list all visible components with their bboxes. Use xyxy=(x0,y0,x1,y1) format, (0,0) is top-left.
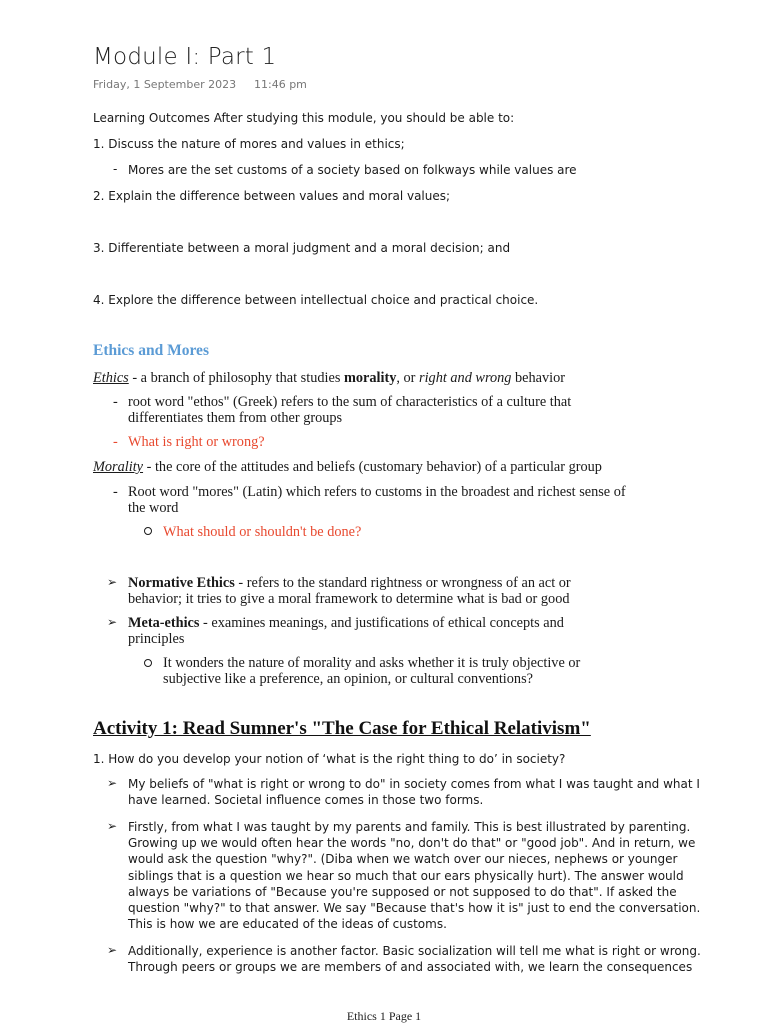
paragraph-line: would ask the question "why?". (Diba when we watch over our nieces, nephews or younger xyxy=(128,852,678,867)
mores-line-2: the word xyxy=(128,500,179,516)
ethos-line-1: root word "ethos" (Greek) refers to the sum of characteristics of a culture that xyxy=(128,394,572,410)
morality-term: Morality xyxy=(93,459,144,475)
activity-paragraph-2 xyxy=(128,819,700,932)
ethics-term: Ethics xyxy=(93,370,129,386)
page-title: Module I: Part 1 xyxy=(93,44,277,70)
outcome-item-1: 1. Discuss the nature of mores and values in ethics; xyxy=(93,137,405,151)
paragraph-line: siblings that is a question we hear so much that our ears physically hurt). The answer would xyxy=(128,868,684,883)
paragraph-line: question "why?" to that answer. We say "Because that's how it is" just to end the conversation. xyxy=(128,901,701,916)
arrow-bullet-icon: ➢ xyxy=(107,575,118,589)
ethics-def-a: - a branch of philosophy that studies xyxy=(128,370,344,386)
page-date: Friday, 1 September 2023 xyxy=(93,78,237,91)
paragraph-line: Through peers or groups we are members of and associated with, we learn the consequences xyxy=(128,960,693,974)
ethics-definition xyxy=(93,370,565,386)
ethos-question: What is right or wrong? xyxy=(128,434,265,450)
paragraph-line: have learned. Societal influence comes in those two forms. xyxy=(128,793,484,807)
normative-term: Normative Ethics xyxy=(128,575,235,591)
outcome-item-1-sub: Mores are the set customs of a society based on folkways while values are xyxy=(128,163,577,177)
activity-paragraph-3 xyxy=(128,943,701,975)
paragraph-line: Additionally, experience is another factor. Basic socialization will tell me what is right or wrong. xyxy=(128,944,701,958)
morality-definition xyxy=(93,459,602,475)
dash-bullet: - xyxy=(113,394,118,410)
mores-question: What should or shouldn't be done? xyxy=(163,524,362,540)
activity-paragraph-1 xyxy=(128,776,700,808)
dash-bullet: - xyxy=(113,484,118,500)
dash-bullet: - xyxy=(113,434,118,450)
dash-bullet: - xyxy=(113,162,118,176)
meta-def: - examines meanings, and justifications of ethical concepts and xyxy=(199,615,564,631)
activity-heading: Activity 1: Read Sumner's "The Case for Ethical Relativism" xyxy=(93,718,591,739)
arrow-bullet-icon: ➢ xyxy=(107,943,118,957)
normative-line-2: behavior; it tries to give a moral framework to determine what is bad or good xyxy=(128,591,570,607)
activity-question: 1. How do you develop your notion of ‘what is the right thing to do’ in society? xyxy=(93,752,566,766)
ethos-line-2: differentiates them from other groups xyxy=(128,410,343,426)
meta-term: Meta-ethics xyxy=(128,615,200,631)
page-footer: Ethics 1 Page 1 xyxy=(346,1009,422,1023)
meta-line-2: principles xyxy=(128,631,185,647)
outcomes-intro: Learning Outcomes After studying this module, you should be able to: xyxy=(93,111,515,125)
arrow-bullet-icon: ➢ xyxy=(107,819,118,833)
ethics-def-italic: right and wrong xyxy=(419,370,512,386)
paragraph-line: Firstly, from what I was taught by my parents and family. This is best illustrated by parenting. xyxy=(128,820,691,834)
circle-bullet xyxy=(144,527,152,535)
ethics-def-b: , or xyxy=(396,370,420,386)
morality-def: - the core of the attitudes and beliefs (customary behavior) of a particular group xyxy=(143,459,602,475)
page-time: 11:46 pm xyxy=(254,78,307,91)
paragraph-line: Growing up we would often hear the words "no, don't do that" or "good job". And in return, we xyxy=(128,836,696,851)
paragraph-line: My beliefs of "what is right or wrong to do" in society comes from what I was taught and what I xyxy=(128,777,700,791)
normative-def: - refers to the standard rightness or wrongness of an act or xyxy=(234,575,571,591)
ethics-def-bold: morality xyxy=(343,370,397,386)
outcome-item-4: 4. Explore the difference between intellectual choice and practical choice. xyxy=(93,293,539,307)
paragraph-line: This is how we are educated of the ideas of customs. xyxy=(128,917,447,932)
meta-sub-line-1: It wonders the nature of morality and asks whether it is truly objective or xyxy=(163,655,581,671)
ethics-def-c: behavior xyxy=(511,370,566,386)
meta-line-1 xyxy=(128,615,564,631)
section-heading-ethics-mores: Ethics and Mores xyxy=(93,342,209,359)
paragraph-line: always be variations of "Because you're supposed or not supposed to do that". If asked the xyxy=(128,884,677,899)
outcome-item-3: 3. Differentiate between a moral judgment and a moral decision; and xyxy=(93,241,511,255)
normative-line-1 xyxy=(128,575,571,591)
arrow-bullet-icon: ➢ xyxy=(107,615,118,629)
mores-line-1: Root word "mores" (Latin) which refers to customs in the broadest and richest sense of xyxy=(128,484,626,500)
outcome-item-2: 2. Explain the difference between values and moral values; xyxy=(93,189,451,203)
circle-bullet xyxy=(144,659,152,667)
meta-sub-line-2: subjective like a preference, an opinion, or cultural conventions? xyxy=(163,671,533,687)
arrow-bullet-icon: ➢ xyxy=(107,776,118,790)
